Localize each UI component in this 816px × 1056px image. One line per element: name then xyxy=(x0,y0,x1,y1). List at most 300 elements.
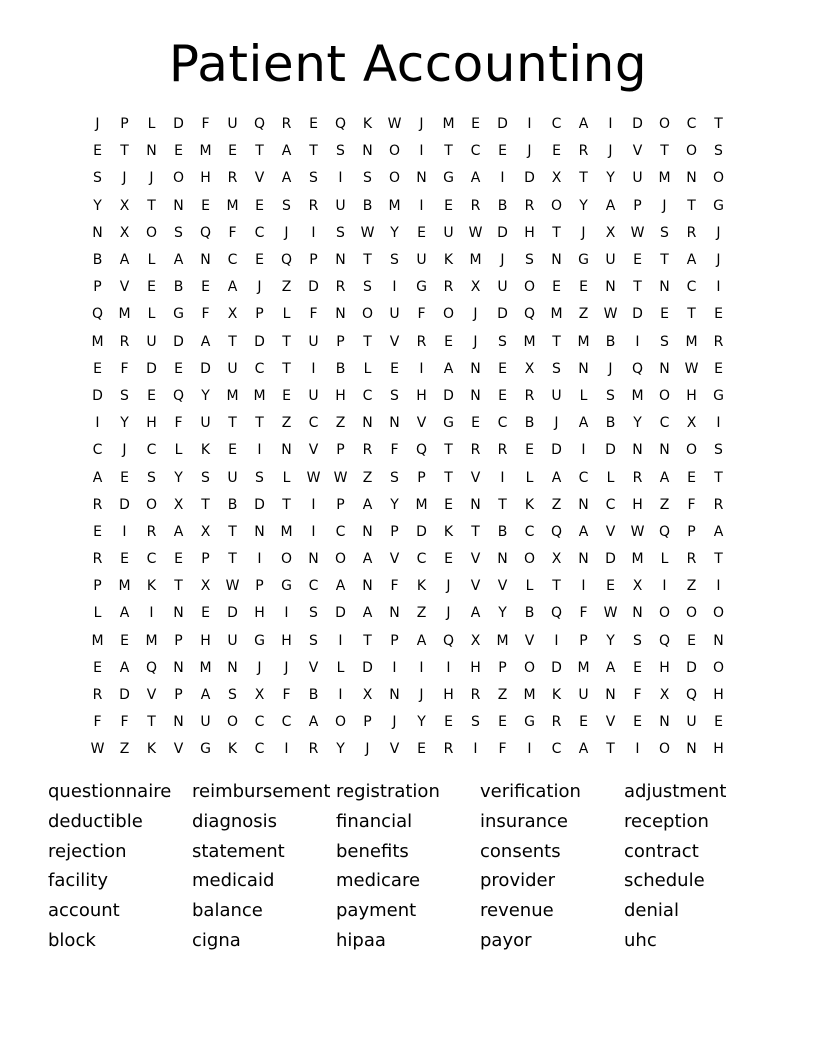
grid-letter: X xyxy=(470,279,481,296)
grid-letter: U xyxy=(227,360,238,377)
grid-letter: E xyxy=(444,197,453,214)
grid-letter: H xyxy=(659,659,670,676)
grid-letter: J xyxy=(473,333,478,350)
grid-letter: A xyxy=(335,578,346,595)
grid-letter: Y xyxy=(93,197,102,214)
grid-letter: W xyxy=(630,523,645,540)
grid-row xyxy=(84,655,732,682)
grid-letter: U xyxy=(686,714,697,731)
grid-letter: D xyxy=(119,687,130,704)
grid-letter: V xyxy=(605,714,616,731)
grid-letter: F xyxy=(201,116,210,133)
grid-letter: J xyxy=(284,224,289,241)
grid-letter: A xyxy=(605,659,616,676)
word-bank-item: questionnaire xyxy=(48,781,172,802)
word-bank-item: hipaa xyxy=(336,929,386,951)
grid-letter: E xyxy=(174,143,183,160)
grid-letter: T xyxy=(687,306,696,323)
grid-letter: C xyxy=(308,415,319,432)
grid-letter: S xyxy=(363,279,372,296)
grid-letter: U xyxy=(632,170,643,187)
grid-letter: V xyxy=(389,333,400,350)
grid-letter: R xyxy=(713,333,724,350)
grid-letter: N xyxy=(362,578,373,595)
grid-letter: L xyxy=(579,387,588,404)
grid-letter: I xyxy=(95,415,100,432)
grid-letter: H xyxy=(632,496,643,513)
grid-letter: K xyxy=(443,523,454,540)
grid-letter: Z xyxy=(281,279,292,296)
grid-letter: M xyxy=(496,632,509,649)
word-bank-item: statement xyxy=(192,840,285,862)
grid-letter: U xyxy=(200,415,211,432)
grid-letter: A xyxy=(227,279,238,296)
grid-letter: Y xyxy=(498,605,507,622)
grid-letter: J xyxy=(284,659,289,676)
grid-letter: T xyxy=(147,197,156,214)
grid-letter: C xyxy=(497,415,508,432)
grid-letter: W xyxy=(603,306,618,323)
grid-letter: J xyxy=(608,360,613,377)
grid-letter: I xyxy=(635,333,640,350)
grid-row xyxy=(84,193,732,220)
grid-letter: F xyxy=(228,224,237,241)
grid-letter: T xyxy=(363,333,372,350)
grid-letter: D xyxy=(254,496,265,513)
grid-letter: E xyxy=(579,714,588,731)
grid-letter: T xyxy=(255,143,264,160)
grid-letter: R xyxy=(146,523,157,540)
grid-letter: H xyxy=(146,415,157,432)
grid-letter: E xyxy=(93,143,102,160)
grid-letter: E xyxy=(687,469,696,486)
grid-letter: A xyxy=(119,659,130,676)
grid-letter: C xyxy=(227,252,238,269)
grid-letter: N xyxy=(362,143,373,160)
grid-row xyxy=(84,492,732,519)
grid-letter: X xyxy=(551,551,562,568)
grid-letter: M xyxy=(226,387,239,404)
grid-letter: F xyxy=(633,687,642,704)
grid-letter: U xyxy=(578,687,589,704)
grid-letter: O xyxy=(523,551,536,568)
grid-letter: T xyxy=(714,469,723,486)
grid-letter: G xyxy=(578,252,589,269)
grid-letter: S xyxy=(147,469,156,486)
grid-letter: B xyxy=(497,197,508,214)
grid-letter: S xyxy=(363,170,372,187)
grid-letter: T xyxy=(174,578,183,595)
grid-letter: O xyxy=(685,442,698,459)
grid-letter: B xyxy=(497,523,508,540)
grid-letter: Z xyxy=(362,469,373,486)
grid-letter: T xyxy=(714,551,723,568)
grid-letter: E xyxy=(552,279,561,296)
grid-letter: A xyxy=(173,523,184,540)
word-bank-item: payor xyxy=(480,929,532,951)
grid-letter: E xyxy=(498,143,507,160)
grid-letter: N xyxy=(470,387,481,404)
grid-letter: I xyxy=(419,143,424,160)
grid-letter: N xyxy=(632,605,643,622)
grid-letter: P xyxy=(417,469,426,486)
grid-letter: R xyxy=(227,170,238,187)
grid-letter: R xyxy=(470,687,481,704)
grid-letter: I xyxy=(311,523,316,540)
grid-letter: U xyxy=(227,632,238,649)
grid-letter: G xyxy=(443,170,454,187)
grid-letter: R xyxy=(551,714,562,731)
grid-letter: G xyxy=(281,578,292,595)
grid-letter: R xyxy=(92,687,103,704)
grid-letter: K xyxy=(524,496,535,513)
grid-letter: O xyxy=(658,605,671,622)
grid-letter: C xyxy=(470,143,481,160)
grid-letter: J xyxy=(392,714,397,731)
grid-letter: D xyxy=(416,523,427,540)
grid-letter: S xyxy=(606,387,615,404)
grid-letter: N xyxy=(713,632,724,649)
grid-letter: M xyxy=(523,333,536,350)
grid-letter: N xyxy=(254,523,265,540)
grid-letter: U xyxy=(308,387,319,404)
grid-letter: I xyxy=(500,469,505,486)
grid-letter: B xyxy=(335,360,346,377)
grid-letter: L xyxy=(363,360,372,377)
grid-row xyxy=(84,301,732,328)
page-title: Patient Accounting xyxy=(168,35,648,93)
grid-letter: D xyxy=(227,605,238,622)
grid-letter: Z xyxy=(659,496,670,513)
grid-letter: K xyxy=(146,578,157,595)
grid-row xyxy=(84,519,732,546)
grid-letter: E xyxy=(282,387,291,404)
grid-letter: Q xyxy=(199,224,212,241)
grid-letter: U xyxy=(551,387,562,404)
grid-letter: S xyxy=(336,224,345,241)
grid-letter: P xyxy=(93,578,102,595)
grid-letter: R xyxy=(497,442,508,459)
grid-letter: S xyxy=(714,442,723,459)
grid-letter: O xyxy=(145,496,158,513)
grid-letter: P xyxy=(579,632,588,649)
grid-letter: Y xyxy=(579,197,588,214)
word-bank-item: reception xyxy=(624,810,709,832)
grid-letter: I xyxy=(581,578,586,595)
grid-letter: E xyxy=(147,387,156,404)
grid-letter: H xyxy=(281,632,292,649)
word-bank-item: medicare xyxy=(336,870,421,892)
grid-letter: A xyxy=(470,605,481,622)
grid-letter: T xyxy=(363,632,372,649)
grid-letter: F xyxy=(120,714,129,731)
grid-letter: V xyxy=(524,632,535,649)
grid-letter: O xyxy=(280,551,293,568)
grid-letter: N xyxy=(605,687,616,704)
grid-letter: C xyxy=(146,442,157,459)
grid-letter: T xyxy=(714,116,723,133)
grid-letter: D xyxy=(119,496,130,513)
grid-letter: M xyxy=(550,306,563,323)
grid-row xyxy=(84,247,732,274)
grid-row xyxy=(84,682,732,709)
grid-letter: O xyxy=(361,306,374,323)
grid-letter: B xyxy=(92,252,103,269)
grid-letter: N xyxy=(173,714,184,731)
grid-letter: O xyxy=(334,714,347,731)
grid-letter: U xyxy=(389,306,400,323)
word-bank-item: block xyxy=(48,929,96,951)
grid-letter: S xyxy=(309,170,318,187)
grid-letter: T xyxy=(228,415,237,432)
grid-letter: N xyxy=(686,741,697,758)
grid-letter: J xyxy=(365,741,370,758)
grid-letter: O xyxy=(388,143,401,160)
grid-letter: T xyxy=(282,496,291,513)
grid-letter: M xyxy=(145,632,158,649)
word-bank-item: registration xyxy=(336,781,440,802)
grid-letter: L xyxy=(147,306,156,323)
grid-letter: P xyxy=(255,578,264,595)
grid-letter: H xyxy=(416,387,427,404)
grid-letter: M xyxy=(469,252,482,269)
grid-letter: I xyxy=(257,551,262,568)
word-bank-item: reimbursement xyxy=(192,781,331,802)
grid-letter: I xyxy=(311,496,316,513)
grid-letter: Y xyxy=(120,415,129,432)
grid-letter: Z xyxy=(578,306,589,323)
grid-letter: G xyxy=(173,306,184,323)
grid-letter: D xyxy=(605,442,616,459)
grid-letter: V xyxy=(605,523,616,540)
grid-letter: X xyxy=(173,496,184,513)
grid-letter: P xyxy=(390,523,399,540)
grid-letter: E xyxy=(471,116,480,133)
grid-letter: V xyxy=(470,578,481,595)
grid-letter: N xyxy=(362,523,373,540)
grid-letter: I xyxy=(527,741,532,758)
grid-letter: T xyxy=(309,143,318,160)
grid-letter: R xyxy=(443,741,454,758)
grid-letter: I xyxy=(419,659,424,676)
grid-letter: P xyxy=(174,632,183,649)
grid-letter: T xyxy=(552,578,561,595)
grid-letter: R xyxy=(470,442,481,459)
grid-letter: E xyxy=(714,360,723,377)
grid-letter: C xyxy=(686,116,697,133)
grid-letter: D xyxy=(335,605,346,622)
grid-letter: A xyxy=(119,252,130,269)
grid-letter: T xyxy=(444,442,453,459)
grid-letter: H xyxy=(713,687,724,704)
grid-letter: O xyxy=(226,714,239,731)
grid-letter: A xyxy=(578,415,589,432)
grid-letter: E xyxy=(120,551,129,568)
grid-letter: S xyxy=(660,333,669,350)
grid-letter: I xyxy=(257,442,262,459)
grid-letter: R xyxy=(308,197,319,214)
grid-letter: M xyxy=(118,578,131,595)
grid-letter: O xyxy=(712,170,725,187)
grid-letter: Q xyxy=(631,360,644,377)
grid-letter: J xyxy=(446,578,451,595)
grid-letter: R xyxy=(416,333,427,350)
grid-letter: I xyxy=(284,605,289,622)
grid-letter: D xyxy=(254,333,265,350)
grid-letter: D xyxy=(524,170,535,187)
word-bank-item: account xyxy=(48,900,120,922)
grid-letter: D xyxy=(551,442,562,459)
grid-letter: X xyxy=(605,224,616,241)
word-bank-item: insurance xyxy=(480,810,569,832)
word-bank-item: adjustment xyxy=(624,781,727,802)
word-bank-item: contract xyxy=(624,840,699,862)
grid-letter: Z xyxy=(497,687,508,704)
grid-letter: T xyxy=(147,714,156,731)
grid-letter: S xyxy=(525,252,534,269)
grid-letter: J xyxy=(95,116,100,133)
grid-letter: K xyxy=(200,442,211,459)
grid-letter: I xyxy=(500,170,505,187)
grid-letter: V xyxy=(308,442,319,459)
grid-letter: J xyxy=(257,659,262,676)
grid-letter: K xyxy=(146,741,157,758)
grid-letter: I xyxy=(311,360,316,377)
grid-letter: F xyxy=(120,360,129,377)
grid-letter: C xyxy=(254,360,265,377)
grid-letter: A xyxy=(200,687,211,704)
grid-letter: O xyxy=(550,197,563,214)
grid-letter: E xyxy=(444,714,453,731)
grid-letter: J xyxy=(581,224,586,241)
grid-letter: A xyxy=(173,252,184,269)
grid-letter: D xyxy=(308,279,319,296)
grid-letter: R xyxy=(335,279,346,296)
grid-letter: E xyxy=(174,551,183,568)
grid-letter: N xyxy=(200,252,211,269)
grid-letter: C xyxy=(659,415,670,432)
grid-letter: N xyxy=(335,306,346,323)
grid-letter: A xyxy=(713,523,724,540)
grid-letter: H xyxy=(686,387,697,404)
grid-letter: X xyxy=(632,578,643,595)
grid-letter: T xyxy=(606,741,615,758)
grid-letter: B xyxy=(605,333,616,350)
grid-letter: J xyxy=(527,143,532,160)
grid-letter: Y xyxy=(174,469,183,486)
grid-letter: S xyxy=(390,469,399,486)
grid-letter: Z xyxy=(416,605,427,622)
grid-letter: N xyxy=(470,496,481,513)
grid-letter: R xyxy=(686,551,697,568)
grid-letter: L xyxy=(93,605,102,622)
grid-letter: F xyxy=(390,442,399,459)
grid-letter: P xyxy=(390,632,399,649)
grid-letter: D xyxy=(200,360,211,377)
grid-letter: L xyxy=(147,252,156,269)
grid-letter: Z xyxy=(551,496,562,513)
grid-letter: E xyxy=(93,659,102,676)
grid-letter: S xyxy=(633,632,642,649)
grid-letter: R xyxy=(632,469,643,486)
grid-letter: V xyxy=(254,170,265,187)
grid-letter: E xyxy=(498,360,507,377)
grid-letter: V xyxy=(173,741,184,758)
grid-letter: J xyxy=(419,687,424,704)
grid-letter: M xyxy=(91,333,104,350)
grid-letter: S xyxy=(309,605,318,622)
grid-letter: I xyxy=(581,442,586,459)
grid-letter: L xyxy=(147,116,156,133)
grid-letter: L xyxy=(525,578,534,595)
grid-row xyxy=(84,464,732,491)
grid-letter: P xyxy=(120,116,129,133)
grid-letter: N xyxy=(92,224,103,241)
grid-letter: A xyxy=(362,551,373,568)
grid-letter: I xyxy=(338,687,343,704)
grid-letter: E xyxy=(120,469,129,486)
grid-letter: I xyxy=(284,741,289,758)
grid-letter: H xyxy=(443,687,454,704)
grid-letter: U xyxy=(443,224,454,241)
grid-letter: F xyxy=(390,578,399,595)
grid-letter: T xyxy=(282,333,291,350)
grid-row xyxy=(84,111,732,138)
grid-letter: T xyxy=(687,197,696,214)
grid-letter: O xyxy=(388,170,401,187)
grid-letter: T xyxy=(552,333,561,350)
grid-letter: P xyxy=(336,442,345,459)
grid-letter: D xyxy=(92,387,103,404)
word-bank-item: schedule xyxy=(624,870,705,892)
word-bank-item: rejection xyxy=(48,840,127,862)
grid-letter: E xyxy=(633,659,642,676)
grid-row xyxy=(84,600,732,627)
grid-letter: Y xyxy=(390,224,399,241)
grid-letter: J xyxy=(608,143,613,160)
grid-letter: E xyxy=(660,306,669,323)
grid-letter: E xyxy=(390,360,399,377)
grid-letter: U xyxy=(200,714,211,731)
grid-letter: A xyxy=(416,632,427,649)
grid-letter: O xyxy=(442,306,455,323)
grid-letter: Q xyxy=(253,116,266,133)
grid-letter: D xyxy=(146,360,157,377)
grid-letter: M xyxy=(280,523,293,540)
grid-letter: Q xyxy=(145,659,158,676)
grid-letter: J xyxy=(122,170,127,187)
grid-letter: A xyxy=(362,605,373,622)
grid-letter: N xyxy=(416,170,427,187)
grid-letter: U xyxy=(335,197,346,214)
grid-letter: L xyxy=(660,551,669,568)
grid-letter: R xyxy=(524,197,535,214)
grid-row xyxy=(84,138,732,165)
grid-letter: S xyxy=(552,360,561,377)
grid-letter: U xyxy=(308,333,319,350)
grid-letter: N xyxy=(632,442,643,459)
grid-letter: L xyxy=(282,306,291,323)
grid-letter: B xyxy=(173,279,184,296)
grid-letter: R xyxy=(92,551,103,568)
grid-row xyxy=(84,736,732,763)
grid-letter: S xyxy=(282,197,291,214)
grid-letter: A xyxy=(551,469,562,486)
grid-letter: G xyxy=(713,387,724,404)
grid-letter: Q xyxy=(334,116,347,133)
grid-letter: T xyxy=(444,143,453,160)
grid-letter: O xyxy=(145,224,158,241)
